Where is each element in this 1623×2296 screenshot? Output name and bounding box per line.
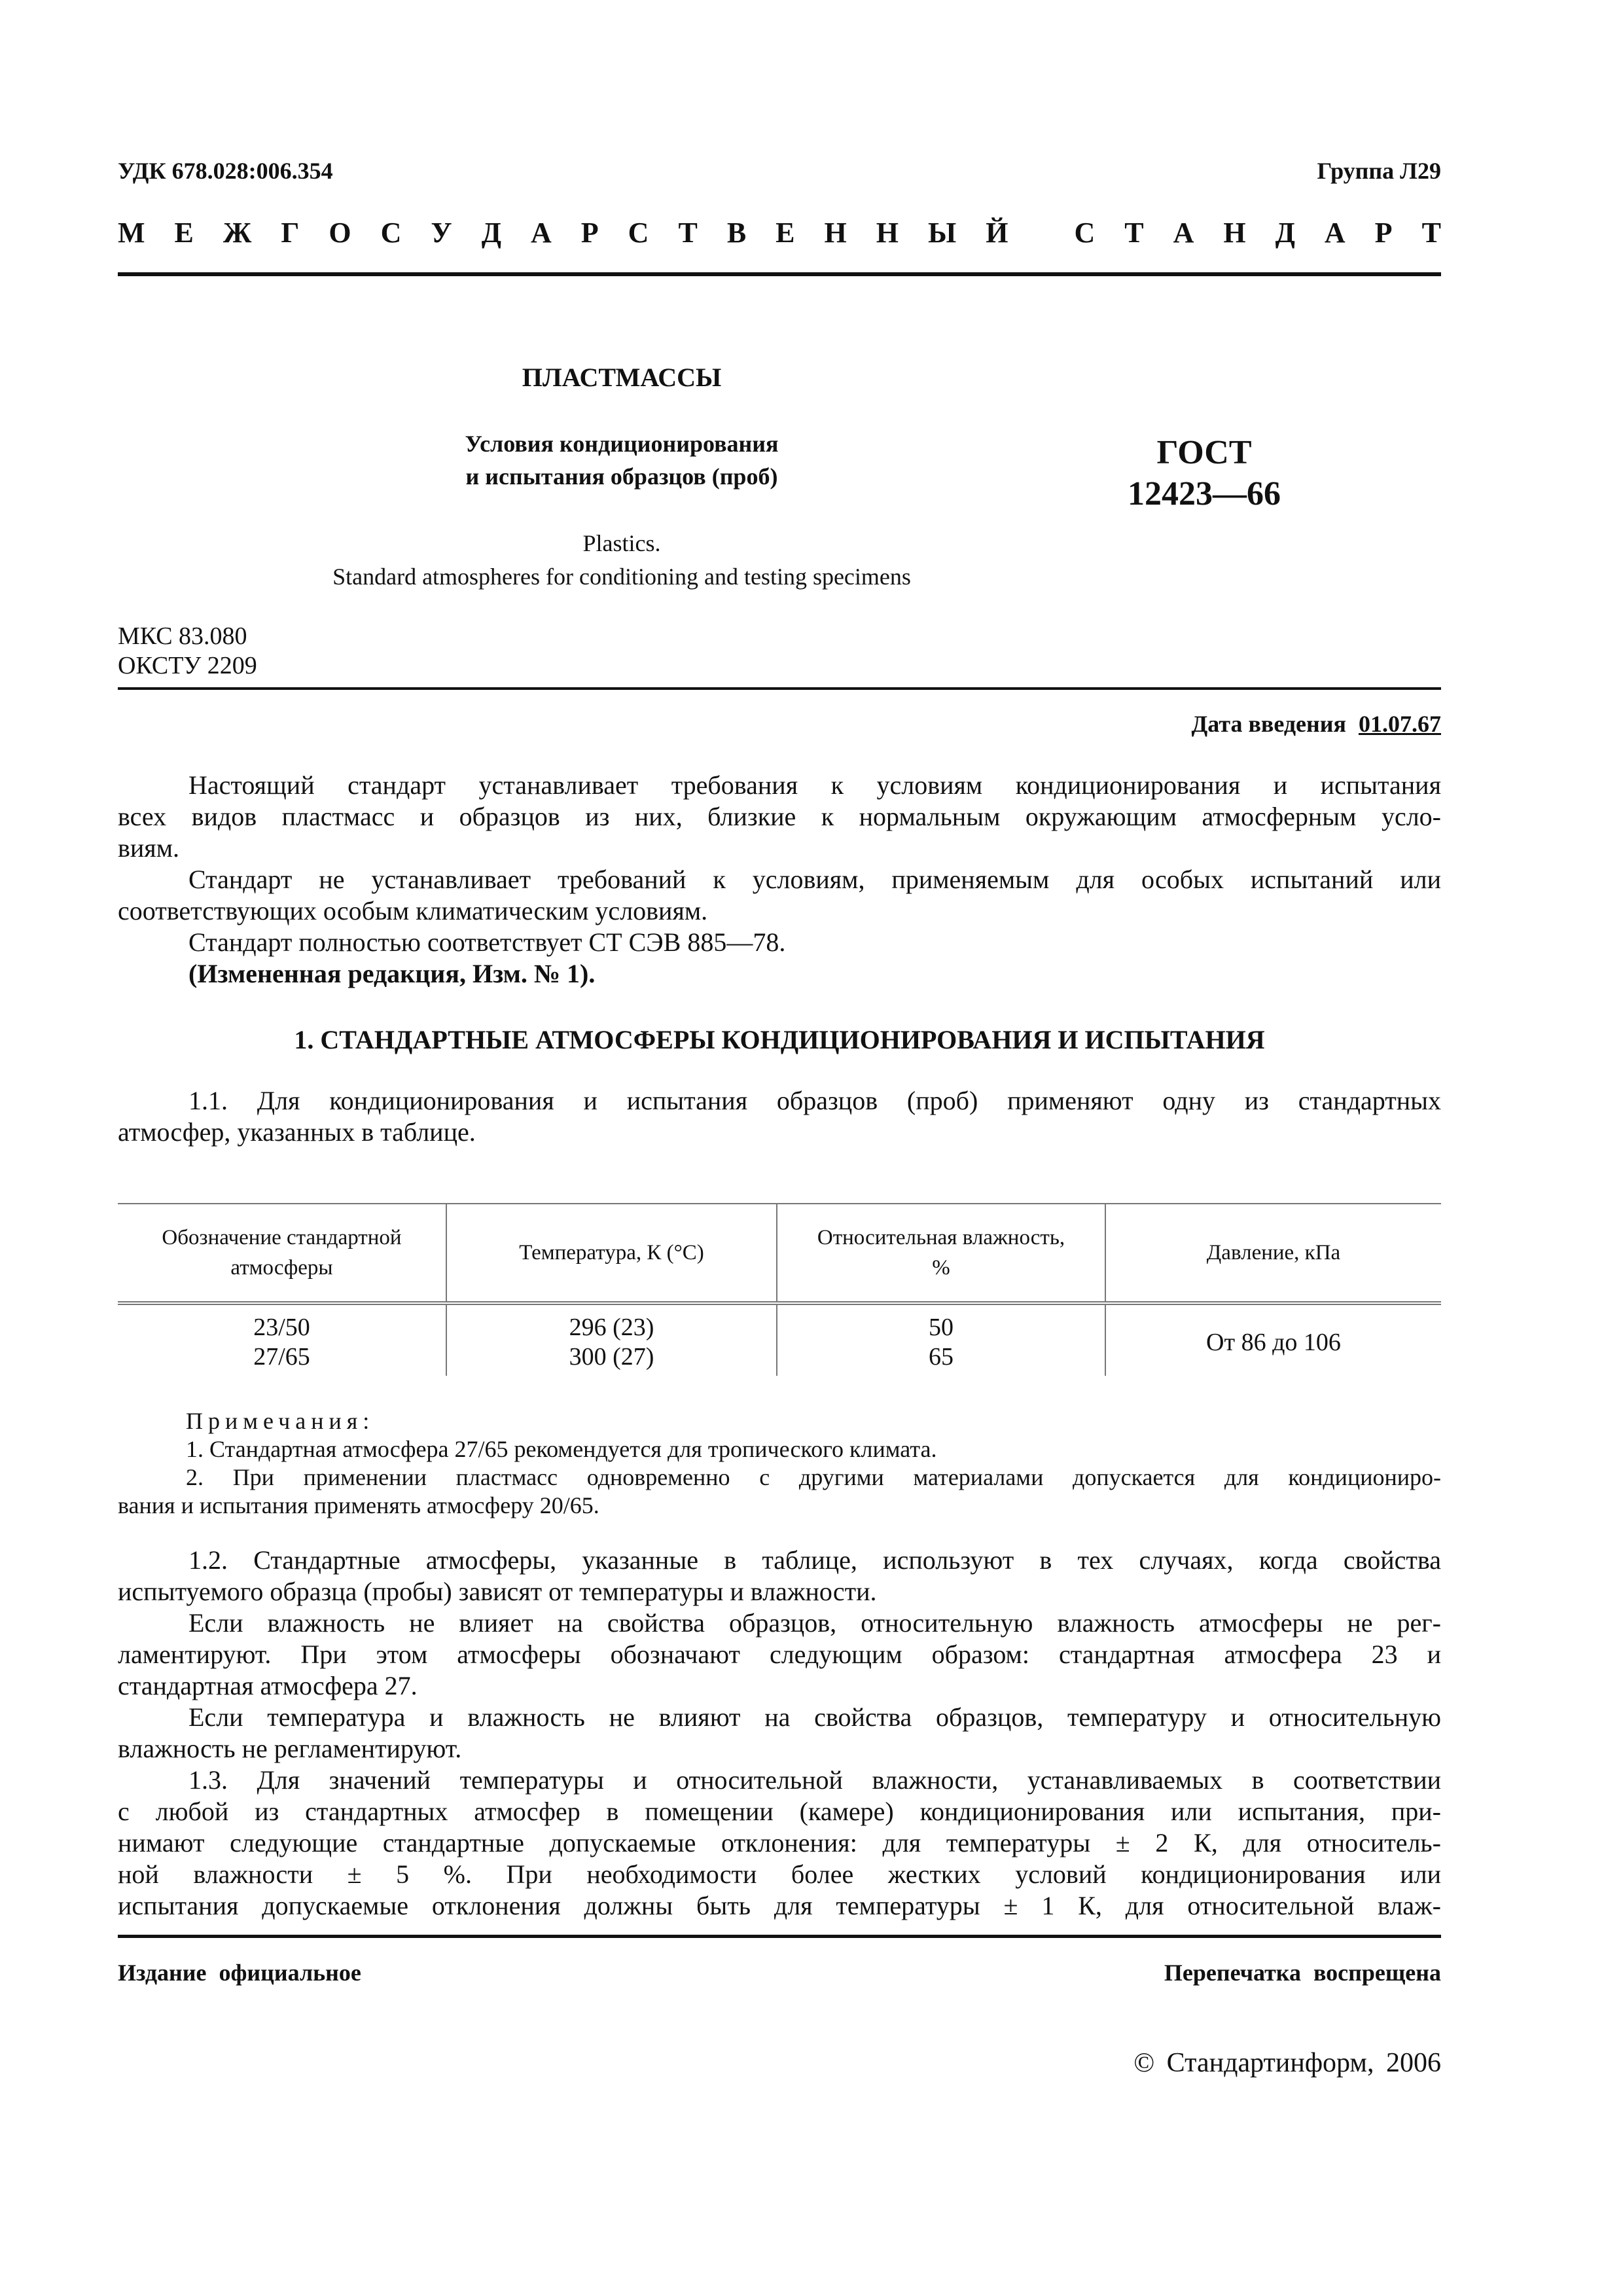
banner-letter: Е [776,217,795,249]
banner-letter: У [431,217,452,249]
header-temperature: Температура, К (°С) [446,1204,777,1303]
intro-p1-line1: Настоящий стандарт устанавливает требования к условиям кондиционирования и испытания [188,770,1441,800]
header-humidity-line-2: % [932,1256,950,1280]
clause-1-3-line1: 1.3. Для значений температуры и относительной влажности, устанавливаемых в соответствии [188,1765,1441,1795]
clause-1-1-line2: атмосфер, указанных в таблице. [118,1117,476,1147]
humidity-cell [777,1303,1105,1376]
subtitle-line-1: Условия кондиционирования [465,431,779,457]
section-1-heading: 1. СТАНДАРТНЫЕ АТМОСФЕРЫ КОНДИЦИОНИРОВАНИЯ И ИСПЫТАНИЯ [294,1025,1265,1054]
codes-rule [118,687,1441,690]
header-rule [118,272,1441,276]
note-1: 1. Стандартная атмосфера 27/65 рекомендуется для тропического климата. [186,1436,937,1462]
banner-letter: Д [481,217,501,249]
temperature-cell [446,1303,777,1376]
banner-letter: Т [678,217,698,249]
english-title-line-2: Standard atmospheres for conditioning and testing specimens [332,564,911,590]
document-title: ПЛАСТМАССЫ [522,363,722,392]
banner-letter: Т [1124,217,1144,249]
clause-1-1-line1: 1.1. Для кондиционирования и испытания образцов (проб) применяют одну из стандартных [188,1086,1441,1115]
intro-p1-line2: всех видов пластмасс и образцов из них, близкие к нормальным окружающим атмосферным усло- [118,802,1441,831]
header-designation-line-1: Обозначение стандартной [162,1226,402,1249]
clause-1-3-line2: с любой из стандартных атмосфер в помещении (камере) кондиционирования или испытания, при- [118,1797,1441,1826]
udk-code: УДК 678.028:006.354 [118,158,333,184]
banner-letter: Г [281,217,300,249]
humidity-value: 65 [929,1343,954,1371]
banner-gap [1037,216,1044,255]
group-code: Группа Л29 [1317,158,1441,184]
temperature-value: 300 (27) [569,1343,654,1371]
header-pressure: Давление, кПа [1105,1204,1441,1303]
introduction-date-value: 01.07.67 [1359,711,1441,737]
introduction-date [1192,710,1442,738]
banner-letter: Т [1421,217,1441,249]
banner-letter: Й [986,217,1008,249]
clause-1-3-line4: ной влажности ± 5 %. При необходимости более жестких условий кондиционирования или [118,1859,1441,1889]
gost-number: 12423—66 [1128,475,1281,512]
banner-letter: Ы [928,217,957,249]
document-subtitle [366,427,877,493]
intro-p3: Стандарт полностью соответствует СТ СЭВ 885—78. [188,927,786,957]
intro-p2-line2: соответствующих особым климатическим условиям. [118,896,708,925]
mks-code: МКС 83.080 [118,622,247,650]
banner-letter: С [380,217,402,249]
header-designation-line-2: атмосферы [230,1256,333,1280]
banner-letter: Ж [223,217,252,249]
banner-letter: А [531,217,552,249]
clause-1-3-line5: испытания допускаемые отклонения должны быть для температуры ± 1 К, для относительной влаж- [118,1891,1441,1920]
interstate-standard-banner [118,216,1441,255]
official-edition: Издание официальное [118,1960,361,1986]
notes [118,1407,1441,1520]
banner-letter: Р [1374,217,1393,249]
banner-letter: В [726,217,747,249]
reprint-prohibited: Перепечатка воспрещена [1164,1960,1441,1986]
temperature-value: 296 (23) [569,1314,654,1341]
humidity-value: 50 [929,1314,954,1341]
intro-p2-line1: Стандарт не устанавливает требований к условиям, применяемым для особых испытаний или [188,865,1441,894]
banner-letter: Д [1275,217,1295,249]
banner-letter: М [118,217,145,249]
clause-1-2-p2-line2: ламентируют. При этом атмосферы обозначают следующим образом: стандартная атмосфера 23 и [118,1640,1441,1669]
header-designation [118,1204,446,1303]
pressure-cell: От 86 до 106 [1105,1303,1441,1376]
clause-1-2-p2-line1: Если влажность не влияет на свойства образцов, относительную влажность атмосферы не рег- [188,1608,1441,1638]
banner-letter: А [1324,217,1346,249]
clause-1-2-p2-line3: стандартная атмосфера 27. [118,1671,418,1700]
header-humidity-line-1: Относительная влажность, [817,1226,1065,1249]
designation-cell [118,1303,446,1376]
standard-atmospheres-table [118,1203,1441,1376]
banner-letter: Н [876,217,899,249]
clause-1-2-p3-line2: влажность не регламентируют. [118,1734,462,1763]
designation-value: 27/65 [253,1343,310,1371]
banner-letter: Н [1223,217,1246,249]
banner-letter: А [1173,217,1194,249]
note-2-line1: 2. При применении пластмасс одновременно с другими материалами допускается для кондициониро- [186,1464,1441,1490]
notes-title: Примечания: [186,1408,375,1434]
table-row [118,1303,1441,1376]
english-title-line-1: Plastics. [582,530,661,556]
copyright-notice: © Стандартинформ, 2006 [1133,2048,1441,2078]
introduction-date-label: Дата введения [1191,711,1346,737]
clause-1-3-line3: нимают следующие стандартные допускаемые отклонения: для температуры ± 2 К, для относитель- [118,1828,1441,1857]
banner-letter: Е [174,217,194,249]
okstu-code: ОКСТУ 2209 [118,652,257,679]
banner-letter: Н [824,217,847,249]
designation-value: 23/50 [253,1314,310,1341]
amendment-note: (Измененная редакция, Изм. № 1). [188,959,596,988]
footer-rule [118,1935,1441,1938]
header-humidity [777,1204,1105,1303]
clause-1-2-line1: 1.2. Стандартные атмосферы, указанные в таблице, используют в тех случаях, когда свойства [188,1545,1441,1575]
clause-1-2-p3-line1: Если температура и влажность не влияют на свойства образцов, температуру и относительную [188,1702,1441,1732]
gost-label: ГОСТ [1156,434,1252,471]
banner-letter: Р [580,217,599,249]
clause-1-2-line2: испытуемого образца (пробы) зависят от температуры и влажности. [118,1577,877,1606]
english-title [249,527,995,594]
banner-letter: О [329,217,351,249]
banner-letter: С [1074,217,1096,249]
banner-letter: С [628,217,649,249]
gost-designation [1080,432,1329,514]
intro-p1-line3: виям. [118,833,180,863]
table-header-row [118,1204,1441,1303]
subtitle-line-2: и испытания образцов (проб) [465,463,778,490]
classification-codes [118,622,257,681]
note-2-line2: вания и испытания применять атмосферу 20/65. [118,1492,599,1518]
